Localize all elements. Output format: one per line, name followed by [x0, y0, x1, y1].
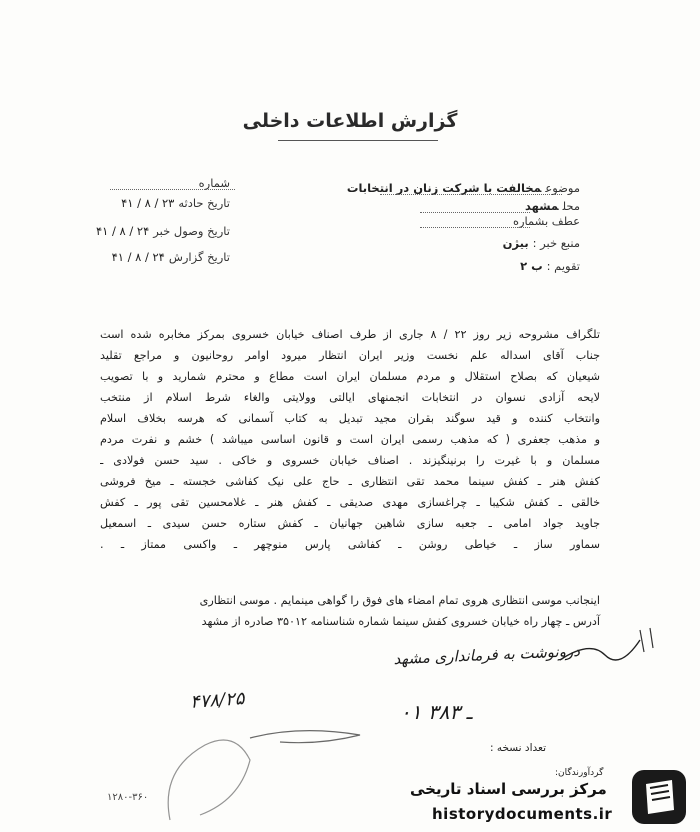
copies-count-label: تعداد نسخه : — [490, 742, 547, 754]
watermark-organization: مرکز بررسی اسناد تاریخی — [410, 780, 607, 798]
initial-scribble — [560, 640, 640, 660]
body-line: جاوید جواد امامی ـ جعبه سازی شاهین جهانیان ـ کفش ستاره حسن سیدی ـ اسمعیل — [100, 517, 600, 530]
body-line: کفش هنر ـ کفش سینما محمد تقی انتظاری ـ حاج علی نیک کفاشی خجسته ـ میخ فروشی — [100, 475, 600, 488]
number-label: شماره — [198, 176, 230, 190]
source-value: بیژن — [502, 236, 529, 250]
received-date-label: تاریخ وصول خبر — [153, 224, 230, 238]
subject-label: موضوع — [545, 181, 580, 195]
location-label: محل — [562, 199, 580, 213]
watermark-archive-label: گردآورندگان: — [555, 768, 604, 778]
body-line: وانتخاب کننده و قید سوگند بقران مجید تبدیل به کتاب آسمانی که هرسه بخلاف اسلام — [100, 412, 600, 425]
evaluation-label: تقویم : — [546, 259, 580, 273]
attestation-line: آدرس ـ چهار راه خیابان خسروی کفش سینما شماره شناسنامه ۳۵۰۱۲ صادره از مشهد — [201, 615, 600, 628]
body-line: خالقی ـ کفش شکیبا ـ چراغسازی مهدی صدیقی ـ کفش هنر ـ غلامحسین تقی پور ـ کفش — [100, 496, 600, 509]
handwritten-number: ۴۷۸/۲۵ — [189, 688, 246, 713]
body-line: و مذهب جعفری ( که مذهب رسمی ایران است و قانون اساسی میباشد ) خشم و نفرت مردم — [100, 433, 600, 446]
report-date-label: تاریخ گزارش — [168, 250, 230, 264]
handwritten-note: درونوشت به فرمانداری مشهد — [393, 641, 581, 669]
body-line: شیعیان که بصلاح استقلال و مردم مسلمان ایران است مطاع و محترم شمارید و با تصویب — [100, 370, 600, 383]
body-line: مسلمان و با غیرت را برنینگیزند . اصناف خیابان خسروی و خاکی . سید حسن فولادی ـ — [100, 454, 600, 467]
document-title: گزارش اطلاعات داخلی — [242, 110, 458, 132]
watermark-url: historydocuments.ir — [432, 805, 613, 823]
report-date-value: ۲۴ / ۸ / ۴۱ — [111, 250, 165, 264]
faint-initials — [250, 731, 360, 743]
body-line: سماور ساز ـ خیاطی روشن ـ کفاشی پارس منوچهر ـ واکسی ممتاز ـ . — [100, 538, 600, 551]
received-date-value: ۲۴ / ۸ / ۴۱ — [95, 224, 150, 238]
reference-label: عطف بشماره — [512, 214, 580, 228]
body-line: جناب آقای اسداله علم نخست وزیر ایران انتظار میرود اوامر روحانیون و مراجع تقلید — [100, 349, 600, 362]
incident-date-value: ۲۳ / ۸ / ۴۱ — [121, 196, 175, 210]
location-value: مشهد — [524, 199, 559, 213]
signature-loop — [168, 740, 250, 820]
body-line: لایحه آزادی نسوان در انتخابات انجمنهای ایالتی وولایتی والغاء شرط اسلام از منتخب — [100, 391, 600, 404]
source-label: منبع خبر : — [532, 236, 580, 250]
attestation-line: اینجانب موسی انتظاری هروی تمام امضاء های فوق را گواهی مینمایم . موسی انتظاری — [199, 594, 600, 607]
archive-logo-icon — [628, 766, 690, 828]
margin-mark — [640, 628, 653, 652]
subject-value: مخالفت با شرکت زنان در انتخابات — [346, 181, 542, 195]
incident-date-label: تاریخ حادثه — [178, 196, 230, 210]
document-serial: ۱۲۸۰-۳۶۰ — [107, 792, 149, 803]
handwritten-code: ۰۱ ـ ۳۸۳ — [400, 700, 473, 724]
body-line: تلگراف مشروحه زیر روز ۲۲ / ۸ جاری از طرف اصناف خیابان خسروی بمرکز مخابره شده است — [100, 328, 600, 341]
evaluation-value: ب ۲ — [520, 259, 543, 273]
